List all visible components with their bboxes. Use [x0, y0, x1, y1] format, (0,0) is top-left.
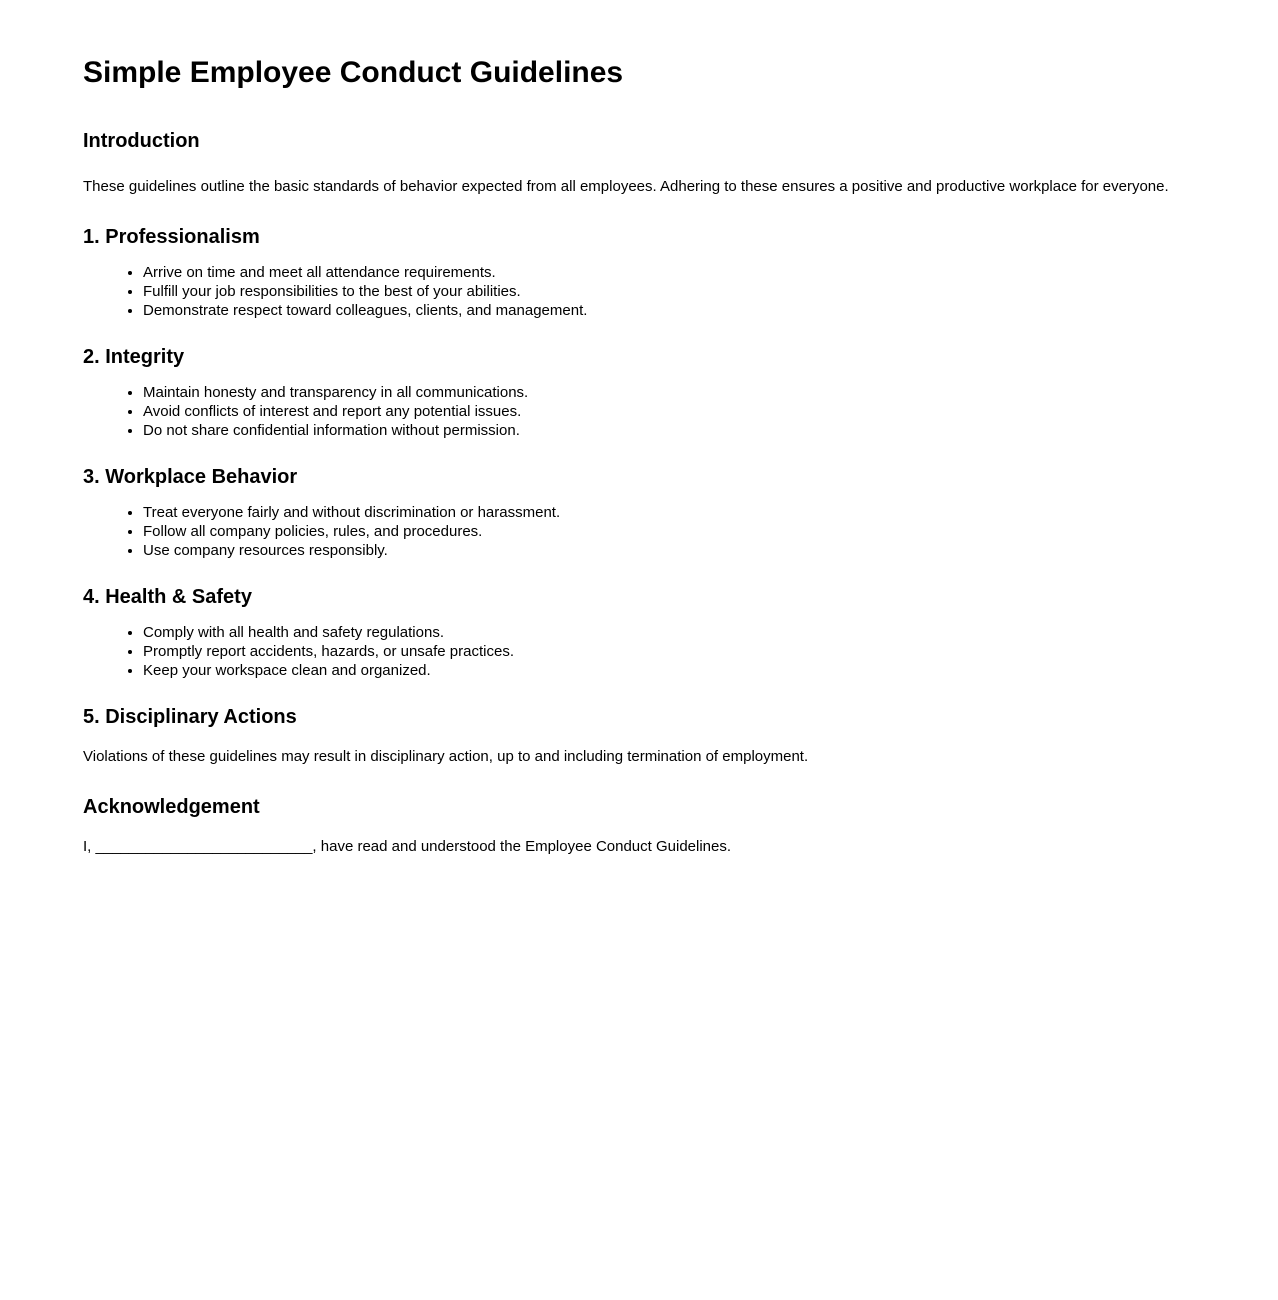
intro-paragraph: These guidelines outline the basic standards of behavior expected from all employees. Adhering to these ensures a positive and productive workplace for everyone.: [83, 178, 1169, 195]
list-item: • Keep your workspace clean and organized.: [143, 661, 1195, 680]
list-item: • Use company resources responsibly.: [143, 541, 1195, 560]
list-item: • Fulfill your job responsibilities to the best of your abilities.: [143, 282, 1195, 301]
list-item: • Promptly report accidents, hazards, or unsafe practices.: [143, 642, 1195, 661]
section-heading-professionalism: 1. Professionalism: [83, 226, 260, 248]
acknowledgement-prefix: I,: [83, 838, 96, 855]
acknowledgement-line: [83, 833, 1195, 860]
list-item: • Comply with all health and safety regulations.: [143, 623, 1195, 642]
signature-blank: __________________________: [95, 838, 313, 855]
page-title: Simple Employee Conduct Guidelines: [83, 56, 624, 89]
list-item: • Arrive on time and meet all attendance requirements.: [143, 263, 1195, 282]
section-heading-introduction: Introduction: [83, 130, 200, 152]
list-item: • Treat everyone fairly and without discrimination or harassment.: [143, 503, 1195, 522]
section-heading-integrity: 2. Integrity: [83, 346, 185, 368]
section-heading-workplace-behavior: 3. Workplace Behavior: [83, 466, 298, 488]
acknowledgement-suffix: , have read and understood the Employee Conduct Guidelines.: [312, 838, 732, 855]
list-item: • Maintain honesty and transparency in all communications.: [143, 383, 1195, 402]
section-heading-health-safety: 4. Health & Safety: [83, 586, 252, 608]
list-item: • Do not share confidential information without permission.: [143, 421, 1195, 440]
professionalism-list: [83, 263, 1195, 320]
integrity-list: [83, 383, 1195, 440]
list-item: • Follow all company policies, rules, and procedures.: [143, 522, 1195, 541]
list-item: • Avoid conflicts of interest and report any potential issues.: [143, 402, 1195, 421]
section-heading-acknowledgement: Acknowledgement: [83, 796, 260, 818]
list-item: • Demonstrate respect toward colleagues, clients, and management.: [143, 301, 1195, 320]
health-safety-list: [83, 623, 1195, 680]
section-heading-disciplinary-actions: 5. Disciplinary Actions: [83, 706, 297, 728]
disciplinary-paragraph: Violations of these guidelines may result in disciplinary action, up to and including termination of employment.: [83, 748, 809, 765]
workplace-behavior-list: [83, 503, 1195, 560]
